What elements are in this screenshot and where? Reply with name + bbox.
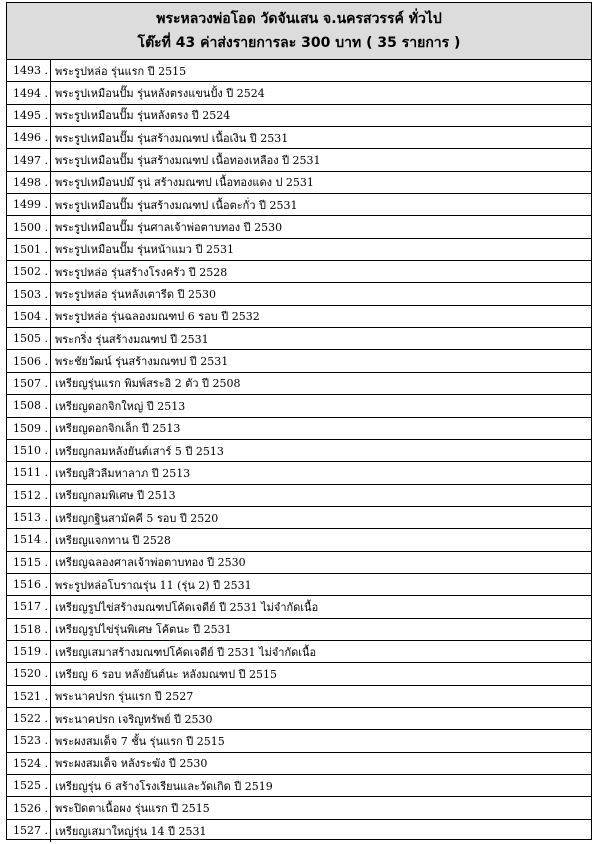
item-number: 1496 . <box>7 127 51 148</box>
item-description: พระรูปเหมือนปม๊ รุน่ สร้างมณฑป เนื้อทองแดง ป 2531 <box>55 176 314 190</box>
item-number: 1523 . <box>7 730 51 751</box>
item-description: เหรียญดอกจิกเล็ก ปี 2513 <box>55 422 181 436</box>
item-number: 1527 . <box>7 820 51 842</box>
item-number: 1494 . <box>7 82 51 103</box>
table-row <box>7 60 591 82</box>
table-row <box>7 730 591 752</box>
page-subtitle: โต๊ะที่ 43 ค่าส่งรายการละ 300 บาท ( 35 รายการ ) <box>137 35 461 51</box>
item-description: พระกริ่ง รุ่นสร้างมณฑป ปี 2531 <box>55 332 209 346</box>
item-number: 1518 . <box>7 619 51 640</box>
item-number: 1497 . <box>7 149 51 170</box>
item-number: 1501 . <box>7 239 51 260</box>
table-row <box>7 574 591 596</box>
item-description: เหรียญรูปไข่รุ่นพิเศษ โค้ตนะ ปี 2531 <box>55 623 232 637</box>
item-number: 1514 . <box>7 529 51 550</box>
table-row <box>7 373 591 395</box>
item-number: 1504 . <box>7 306 51 327</box>
item-description: เหรียญกลมหลังยันต์เสาร์ 5 ปี 2513 <box>55 444 224 458</box>
item-number: 1495 . <box>7 105 51 126</box>
item-number: 1526 . <box>7 797 51 818</box>
item-number: 1500 . <box>7 216 51 237</box>
item-description: เหรียญกฐินสามัคคี 5 รอบ ปี 2520 <box>55 511 219 525</box>
item-description: พระปิดตาเนื้อผง รุ่นแรก ปี 2515 <box>55 802 210 816</box>
item-number: 1515 . <box>7 552 51 573</box>
item-description: เหรียญรูปไข่สร้างมณฑปโค้ดเจดีย์ ปี 2531 ไม่จำกัดเนื้อ <box>55 600 319 614</box>
table-row <box>7 641 591 663</box>
table-header <box>7 3 591 60</box>
table-row <box>7 105 591 127</box>
item-description: พระผงสมเด็จ 7 ชั้น รุ่นแรก ปี 2515 <box>55 734 225 748</box>
item-description: พระรูปหล่อโบราณรุ่น 11 (รุ่น 2) ปี 2531 <box>55 578 252 592</box>
item-description: พระชัยวัฒน์ รุ่นสร้างมณฑป ปี 2531 <box>55 355 229 369</box>
item-number: 1506 . <box>7 350 51 371</box>
table-row <box>7 194 591 216</box>
table-row <box>7 552 591 574</box>
item-number: 1499 . <box>7 194 51 215</box>
item-description: พระนาคปรก รุ่นแรก ปี 2527 <box>55 690 194 704</box>
table-row <box>7 261 591 283</box>
table-row <box>7 395 591 417</box>
table-row <box>7 350 591 372</box>
table-row <box>7 619 591 641</box>
item-number: 1511 . <box>7 462 51 483</box>
table-row <box>7 820 591 842</box>
document-sheet <box>6 2 592 840</box>
table-row <box>7 127 591 149</box>
table-row <box>7 418 591 440</box>
item-description: พระรูปหล่อ รุ่นสร้างโรงครัว ปี 2528 <box>55 265 228 279</box>
item-number: 1508 . <box>7 395 51 416</box>
item-description: พระรูปเหมือนปั๊ม รุ่นสร้างมณฑป เนื้อเงิน ปี 2531 <box>55 131 289 145</box>
item-number: 1493 . <box>7 60 51 81</box>
item-number: 1505 . <box>7 328 51 349</box>
item-description: พระรูปเหมือนปั๊ม รุ่นสร้างมณฑป เนื้อตะกั่ว ปี 2531 <box>55 198 298 212</box>
item-description: พระนาคปรก เจริญทรัพย์ ปี 2530 <box>55 712 213 726</box>
item-description: เหรียญรุ่นแรก พิมพ์สระอิ 2 ตัว ปี 2508 <box>55 377 241 391</box>
item-number: 1519 . <box>7 641 51 662</box>
table-row <box>7 283 591 305</box>
item-description: พระรูปเหมือนปั๊ม รุ่นหลังตรงแขนปั้ง ปี 2524 <box>55 87 265 101</box>
item-description: เหรียญกลมพิเศษ ปี 2513 <box>55 489 176 503</box>
table-row <box>7 753 591 775</box>
table-row <box>7 306 591 328</box>
item-description: พระรูปหล่อ รุ่นฉลองมณฑป 6 รอบ ปี 2532 <box>55 310 260 324</box>
page-title: พระหลวงพ่อโอด วัดจันเสน จ.นครสวรรค์ ทั่วไป <box>156 11 442 27</box>
item-number: 1512 . <box>7 485 51 506</box>
item-list <box>7 60 591 842</box>
item-number: 1516 . <box>7 574 51 595</box>
item-description: เหรียญฉลองศาลเจ้าพ่อตาบทอง ปี 2530 <box>55 556 246 570</box>
item-number: 1517 . <box>7 596 51 617</box>
table-row <box>7 507 591 529</box>
item-number: 1522 . <box>7 708 51 729</box>
table-row <box>7 663 591 685</box>
item-description: เหรียญเสมาใหญ่รุ่น 14 ปี 2531 <box>55 824 207 838</box>
item-number: 1503 . <box>7 283 51 304</box>
table-row <box>7 239 591 261</box>
item-description: เหรียญเสมาสร้างมณฑปโค้ดเจดีย์ ปี 2531 ไม่จำกัดเนื้อ <box>55 645 317 659</box>
item-description: เหรียญสิวลีมหาลาภ ปี 2513 <box>55 466 191 480</box>
table-row <box>7 328 591 350</box>
table-row <box>7 216 591 238</box>
item-description: พระรูปหล่อ รุ่นหลังเตารีด ปี 2530 <box>55 288 216 302</box>
table-row <box>7 82 591 104</box>
item-description: พระรูปเหมือนปั๊ม รุ่นสร้างมณฑป เนื้อทองเหลือง ปี 2531 <box>55 154 321 168</box>
table-row <box>7 708 591 730</box>
item-description: พระรูปเหมือนปั๊ม รุ่นหน้าแมว ปี 2531 <box>55 243 234 257</box>
table-row <box>7 462 591 484</box>
item-number: 1507 . <box>7 373 51 394</box>
table-row <box>7 485 591 507</box>
table-row <box>7 529 591 551</box>
item-number: 1509 . <box>7 418 51 439</box>
table-row <box>7 596 591 618</box>
item-number: 1524 . <box>7 753 51 774</box>
item-number: 1521 . <box>7 686 51 707</box>
item-description: เหรียญรุ่น 6 สร้างโรงเรียนและวัดเกิด ปี 2519 <box>55 779 273 793</box>
item-description: เหรียญ 6 รอบ หลังยันต์นะ หลังมณฑป ปี 2515 <box>55 667 278 681</box>
item-number: 1498 . <box>7 172 51 193</box>
table-row <box>7 440 591 462</box>
item-description: เหรียญแจกทาน ปี 2528 <box>55 533 171 547</box>
item-description: พระผงสมเด็จ หลังระฆัง ปี 2530 <box>55 757 208 771</box>
item-number: 1502 . <box>7 261 51 282</box>
item-number: 1525 . <box>7 775 51 796</box>
item-description: พระรูปหล่อ รุ่นแรก ปี 2515 <box>55 64 187 78</box>
table-row <box>7 686 591 708</box>
item-number: 1513 . <box>7 507 51 528</box>
table-row <box>7 172 591 194</box>
table-row <box>7 775 591 797</box>
item-description: พระรูปเหมือนปั๊ม รุ่นศาลเจ้าพ่อตาบทอง ปี 2530 <box>55 221 283 235</box>
item-description: เหรียญดอกจิกใหญ่ ปี 2513 <box>55 399 186 413</box>
table-row <box>7 149 591 171</box>
item-description: พระรูปเหมือนปั๊ม รุ่นหลังตรง ปี 2524 <box>55 109 231 123</box>
table-row <box>7 797 591 819</box>
item-number: 1520 . <box>7 663 51 684</box>
item-number: 1510 . <box>7 440 51 461</box>
